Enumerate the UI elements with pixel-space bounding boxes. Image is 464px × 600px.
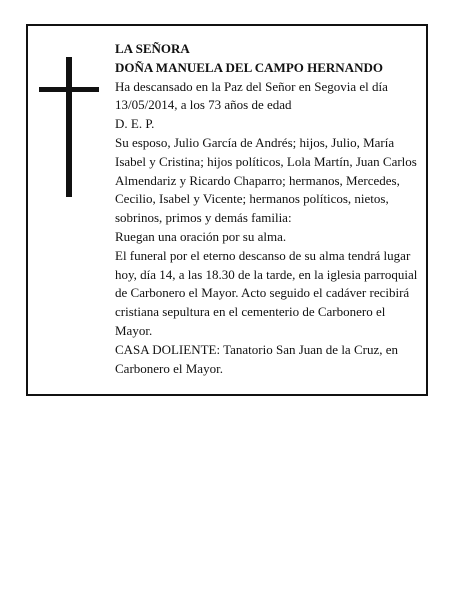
obituary-notice bbox=[26, 24, 428, 396]
casa-doliente: CASA DOLIENTE: Tanatorio San Juan de la Cruz, en Carbonero el Mayor. bbox=[115, 341, 398, 376]
notice-heading: LA SEÑORA bbox=[115, 41, 190, 56]
family-list: Su esposo, Julio García de Andrés; hijos, Julio, María Isabel y Cristina; hijos políticos, Lola Martín, Juan Carlos Almendariz y Ricardo Chaparro; hermanos, Mercedes, Cecilio, Isabel y Vicente; hermanos políticos, nietos, sobrinos, primos y demás familia: bbox=[115, 134, 417, 226]
prayer-request: Ruegan una oración por su alma. bbox=[115, 228, 287, 244]
funeral-details: El funeral por el eterno descanso de su alma tendrá lugar hoy, día 14, a las 18.30 de la tarde, en la iglesia parroquial de Carbonero el Mayor. Acto seguido el cadáver recibirá cristiana sepultura en el cementerio de Carbonero el Mayor. bbox=[115, 247, 418, 338]
dep-line: D. E. P. bbox=[115, 116, 155, 132]
cross-vertical-bar bbox=[66, 57, 72, 197]
rest-statement: Ha descansado en la Paz del Señor en Segovia el día 13/05/2014, a los 73 años de edad bbox=[115, 78, 388, 113]
notice-text bbox=[115, 40, 420, 378]
cross-horizontal-bar bbox=[39, 87, 99, 92]
deceased-name: DOÑA MANUELA DEL CAMPO HERNANDO bbox=[115, 59, 383, 75]
